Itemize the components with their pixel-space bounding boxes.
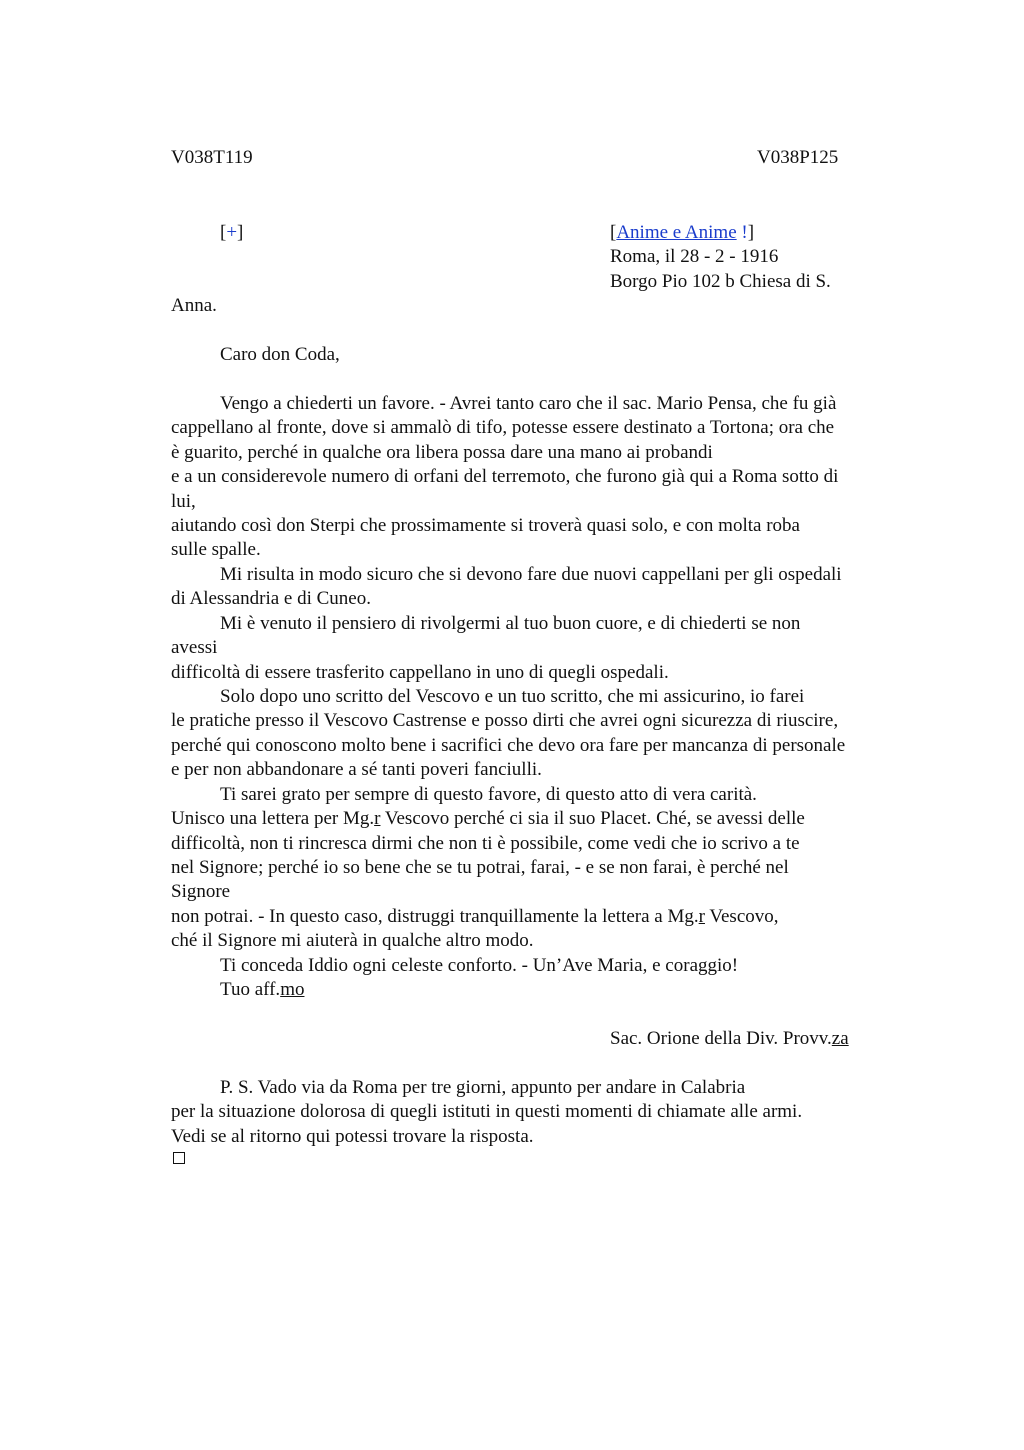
body-line: difficoltà, non ti rincresca dirmi che non ti è possibile, come vedi che io scrivo a te bbox=[171, 833, 800, 854]
body-line: di Alessandria e di Cuneo. bbox=[171, 588, 371, 609]
body-line: Unisco una lettera per Mg.r Vescovo perché ci sia il suo Placet. Ché, se avessi delle bbox=[171, 808, 805, 829]
address-line: Borgo Pio 102 b Chiesa di S. bbox=[610, 271, 831, 292]
anime-link-line: [Anime e Anime !] bbox=[610, 222, 755, 243]
body-line: lui, bbox=[171, 491, 196, 512]
body-line: Mi è venuto il pensiero di rivolgermi al tuo buon cuore, e di chiederti se non bbox=[220, 613, 801, 634]
body-line: le pratiche presso il Vescovo Castrense e posso dirti che avrei ogni sicurezza di riuscire, bbox=[171, 710, 839, 731]
body-line: non potrai. - In questo caso, distruggi tranquillamente la lettera a Mg.r Vescovo, bbox=[171, 906, 779, 927]
postscript-line: per la situazione dolorosa di quegli istituti in questi momenti di chiamate alle armi. bbox=[171, 1101, 803, 1122]
anime-e-anime-link[interactable]: Anime e Anime bbox=[616, 222, 737, 243]
body-line: Ti conceda Iddio ogni celeste conforto. - Un’Ave Maria, e coraggio! bbox=[220, 955, 739, 976]
postscript-line: Vedi se al ritorno qui potessi trovare la risposta. bbox=[171, 1126, 534, 1147]
signature: Sac. Orione della Div. Provv.za bbox=[610, 1028, 849, 1049]
postscript-line: P. S. Vado via da Roma per tre giorni, appunto per andare in Calabria bbox=[220, 1077, 746, 1098]
body-line: Ti sarei grato per sempre di questo favore, di questo atto di vera carità. bbox=[220, 784, 757, 805]
header-left-code: V038T119 bbox=[171, 147, 253, 168]
closing: Tuo aff.mo bbox=[220, 979, 305, 1000]
plus-link[interactable]: + bbox=[226, 222, 238, 243]
anime-excl: ! bbox=[741, 222, 748, 243]
address-continuation: Anna. bbox=[171, 295, 217, 316]
body-line: Signore bbox=[171, 881, 231, 902]
header-right-code: V038P125 bbox=[757, 147, 839, 168]
body-line: è guarito, perché in qualche ora libera possa dare una mano ai probandi bbox=[171, 442, 713, 463]
date-line: Roma, il 28 - 2 - 1916 bbox=[610, 246, 779, 267]
body-line: e a un considerevole numero di orfani del terremoto, che furono già qui a Roma sotto di bbox=[171, 466, 839, 487]
body-line: sulle spalle. bbox=[171, 539, 261, 560]
body-line: cappellano al fronte, dove si ammalò di tifo, potesse essere destinato a Tortona; ora che bbox=[171, 417, 835, 438]
plus-marker: [+] bbox=[220, 222, 244, 243]
body-line: aiutando così don Sterpi che prossimamente si troverà quasi solo, e con molta roba bbox=[171, 515, 800, 536]
body-line: Solo dopo uno scritto del Vescovo e un tuo scritto, che mi assicurino, io farei bbox=[220, 686, 805, 707]
body-line: difficoltà di essere trasferito cappellano in uno di quegli ospedali. bbox=[171, 662, 669, 683]
body-line: e per non abbandonare a sé tanti poveri fanciulli. bbox=[171, 759, 542, 780]
body-line: Vengo a chiederti un favore. - Avrei tanto caro che il sac. Mario Pensa, che fu già bbox=[220, 393, 837, 414]
end-square-icon bbox=[173, 1152, 185, 1164]
body-line: perché qui conoscono molto bene i sacrifici che devo ora fare per mancanza di personale bbox=[171, 735, 846, 756]
body-line: Mi risulta in modo sicuro che si devono fare due nuovi cappellani per gli ospedali bbox=[220, 564, 842, 585]
salutation: Caro don Coda, bbox=[220, 344, 340, 365]
body-line: nel Signore; perché io so bene che se tu potrai, farai, - e se non farai, è perché nel bbox=[171, 857, 789, 878]
body-line: ché il Signore mi aiuterà in qualche altro modo. bbox=[171, 930, 534, 951]
body-line: avessi bbox=[171, 637, 218, 658]
